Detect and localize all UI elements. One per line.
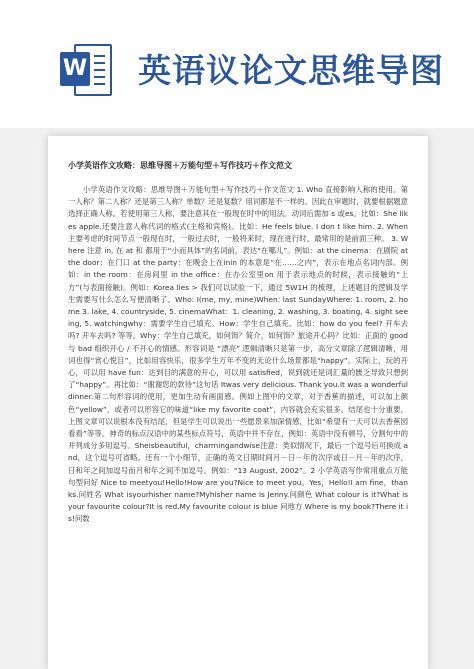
- document-preview-area: [0, 128, 474, 669]
- document-body-text: 小学英语作文攻略：思维导图＋万能句型＋写作技巧＋作文范文 1. Who 直接影响人称的使用。第一人称？第二人称？还是第三人称？单数？还是复数？用词都是不一样的。因此在审题时，就要根据题意选择正确人称。若使用第三人称，要注意其在一般现在时中的用法。动词后需加 s 或es。比如：She likes apple.还要注意人称代词的格式(主格和宾格)。比如：He feels blue. I don t like him. 2. When 主要考虑的时间节点一般现在时，一般过去时，一般将来时，现在进行时，最常用的是前面三种。 3. Where 注意 in, 在 at 和 都用于“小而具体”的名词前，表达“在哪儿”。例如：at the cinema：在剧院 at the door：在门口 at the party：在晚会上在inin 的本意是“在……之内”，表示在地点名词内部。例如：in the room：在房间里 in the office：在办公室里on 用于表示地点的时候，表示接触的“上方”(与表面接触)。例如：Korea lies > 我们可以试验一下，通过 5W1H 的梳理，上述题目的逻辑及学生需要写什么怎么写便清晰了。Who: I(me, my, mine)When: last SundayWhere: 1. room, 2. home 3. lake, 4. countryside, 5. cinemaWhat：1. cleaning, 2. washing, 3. boating, 4. sight seeing, 5. watchingwhy：需要学生自己填充。How：学生自己填充。比如：how do you feel? 开车去吗? 开车去吗? 等等。Why：学生自己填充，如何饰？简介，如何饰？旅途开心吗？比如：正面的 good 与 bad 组织开心 / 不开心的情感。形容词是 “漂亮” 逻辑清晰只是第一步，高分文章除了逻辑清晰，用词也得“赏心悦目”，比如用容快乐，很多学生万年不变的无论什么场景都是“happy”。实际上，玩的开心，可以用 have fun：达到目的满意的开心，可以用 satisfied，说到就还是词汇量的匮乏导致只想到了“happy”。再比如：“谢谢您的款待”这句话 Itwas very delicious. Thank you.It was a wonderful dinner.第二句形容词的使用，更加生动有画面感。例如上图中的文章，对于香蕉的描述，可以加上颜色“yellow”，或者可以形容它的味道“like my favorite coat”，内容就会充实很多。结尾也十分重要，上图文章可以说根本没有结尾，但是学生可以说出一些愿景来加深情感，比如“希望有一天可以去香蕉园看看”等等。神奇的标点汉语中的某些标点符号，英语中并不存在，例如：英语中没有顿号，分割句中的并列成分多用逗号。Sheisbeautiful，charmingandwise注意：类似情况下，最后一个逗号后可换成 and，这个逗号可省略。还有一个小细节，正确的英文日期时间月－日－年的次序或日－月－年的次序，日和年之间加逗号而月和年之间不加逗号。例如：“13 August, 2002”。2 小学英语写作常用重点万能句型问好 Nice to meetyou!Hello!How are you?Nice to meet you。Yes，Hello!I am fine，thanks.问姓名 What isyourhisher name?Myhisher name is Jenny.问颜色 What colour is it?What is your favourite colour?It is red.My favourite colour is blue 问地方 Where is my book?There it is!问数: [68, 185, 408, 524]
- page-title: 英语议论文思维导图: [138, 51, 444, 90]
- word-letter-badge: W: [60, 52, 90, 86]
- document-heading: 小学英语作文攻略：思维导图＋万能句型＋写作技巧＋作文范文: [68, 161, 292, 170]
- header-banner: [0, 0, 474, 128]
- word-document-icon: [60, 42, 112, 98]
- document-page: [48, 136, 428, 669]
